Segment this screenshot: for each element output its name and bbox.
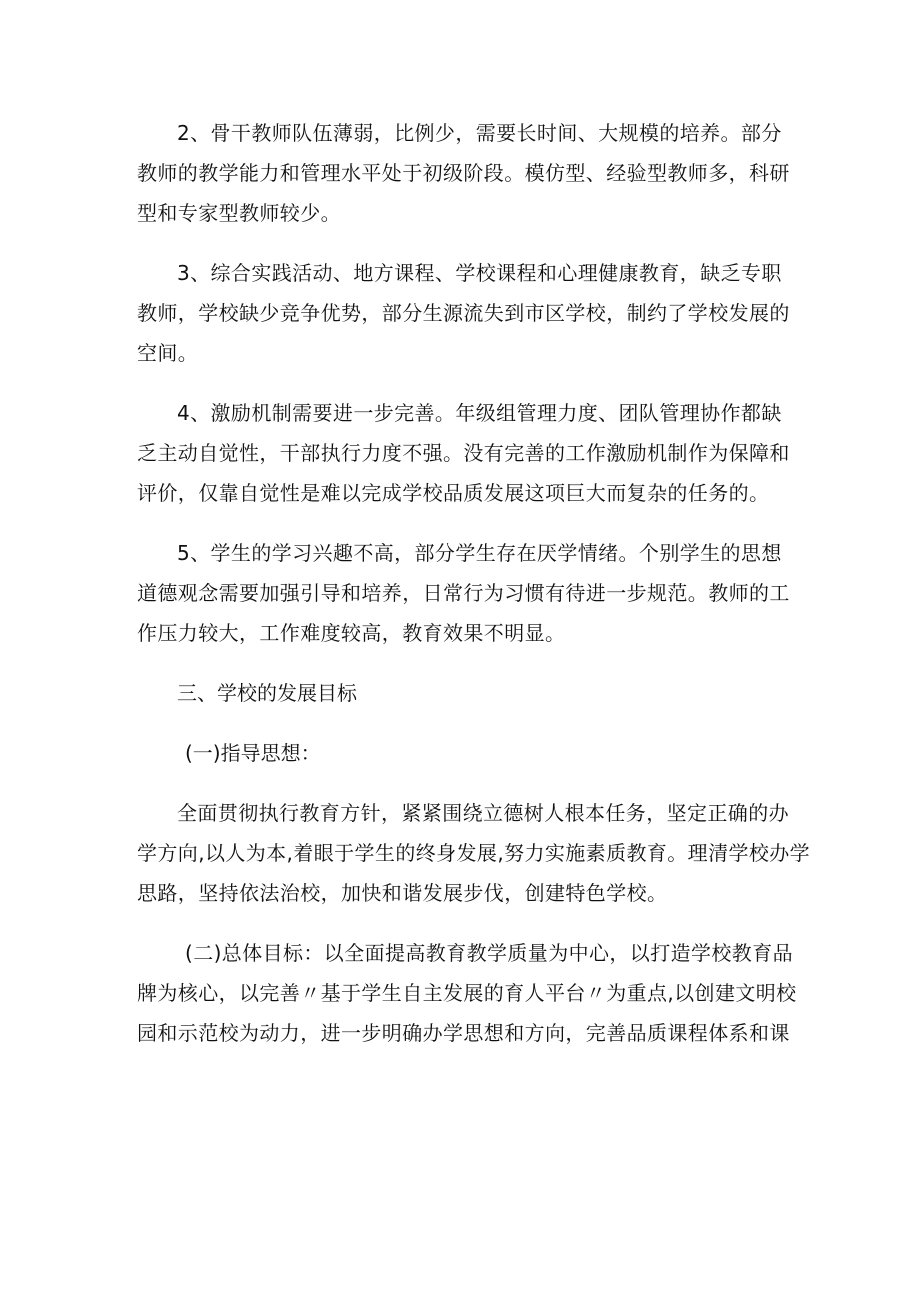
paragraph-item-5	[137, 533, 790, 653]
section-heading: 三、学校的发展目标	[177, 681, 357, 705]
document-body	[137, 113, 811, 1073]
paragraph-line: 学方向,以人为本,着眼于学生的终身发展,努力实施素质教育。理清学校办学	[137, 841, 811, 865]
subheading-guiding-thought: (一)指导思想：	[185, 741, 321, 765]
paragraph-line: 乏主动自觉性，干部执行力度不强。没有完善的工作激励机制作为保障和	[137, 441, 790, 465]
paragraph-line: 评价，仅靠自觉性是难以完成学校品质发展这项巨大而复杂的任务的。	[137, 481, 770, 505]
paragraph-line: 道德观念需要加强引导和培养，日常行为习惯有待进一步规范。教师的工	[137, 581, 790, 605]
paragraph-line: 5、学生的学习兴趣不高，部分学生存在厌学情绪。个别学生的思想	[177, 541, 782, 565]
paragraph-line: 3、综合实践活动、地方课程、学校课程和心理健康教育，缺乏专职	[177, 261, 782, 285]
paragraph-item-3	[137, 253, 790, 373]
paragraph-line: 牌为核心，以完善〃基于学生自主发展的育人平台〃为重点,以创建文明校	[137, 981, 797, 1005]
paragraph-line: 教师的教学能力和管理水平处于初级阶段。模仿型、经验型教师多，科研	[137, 161, 790, 185]
overall-goal-paragraph	[137, 933, 797, 1053]
paragraph-line: 思路，坚持依法治校，加快和谐发展步伐，创建特色学校。	[137, 881, 668, 905]
paragraph-line: (二)总体目标：以全面提高教育教学质量为中心，以打造学校教育品	[185, 941, 794, 965]
paragraph-line: 教师，学校缺少竞争优势，部分生源流失到市区学校，制约了学校发展的	[137, 301, 790, 325]
paragraph-line: 作压力较大，工作难度较高，教育效果不明显。	[137, 621, 566, 645]
paragraph-line: 4、激励机制需要进一步完善。年级组管理力度、团队管理协作都缺	[177, 401, 782, 425]
paragraph-line: 型和专家型教师较少。	[137, 201, 341, 225]
paragraph-line: 空间。	[137, 341, 199, 365]
paragraph-line: 园和示范校为动力，进一步明确办学思想和方向，完善品质课程体系和课	[137, 1021, 790, 1045]
paragraph-item-2	[137, 113, 790, 233]
paragraph-item-4	[137, 393, 790, 513]
paragraph-line: 全面贯彻执行教育方针，紧紧围绕立德树人根本任务，坚定正确的办	[177, 801, 789, 825]
guiding-thought-paragraph	[137, 793, 811, 913]
paragraph-line: 2、骨干教师队伍薄弱，比例少，需要长时间、大规模的培养。部分	[177, 121, 782, 145]
